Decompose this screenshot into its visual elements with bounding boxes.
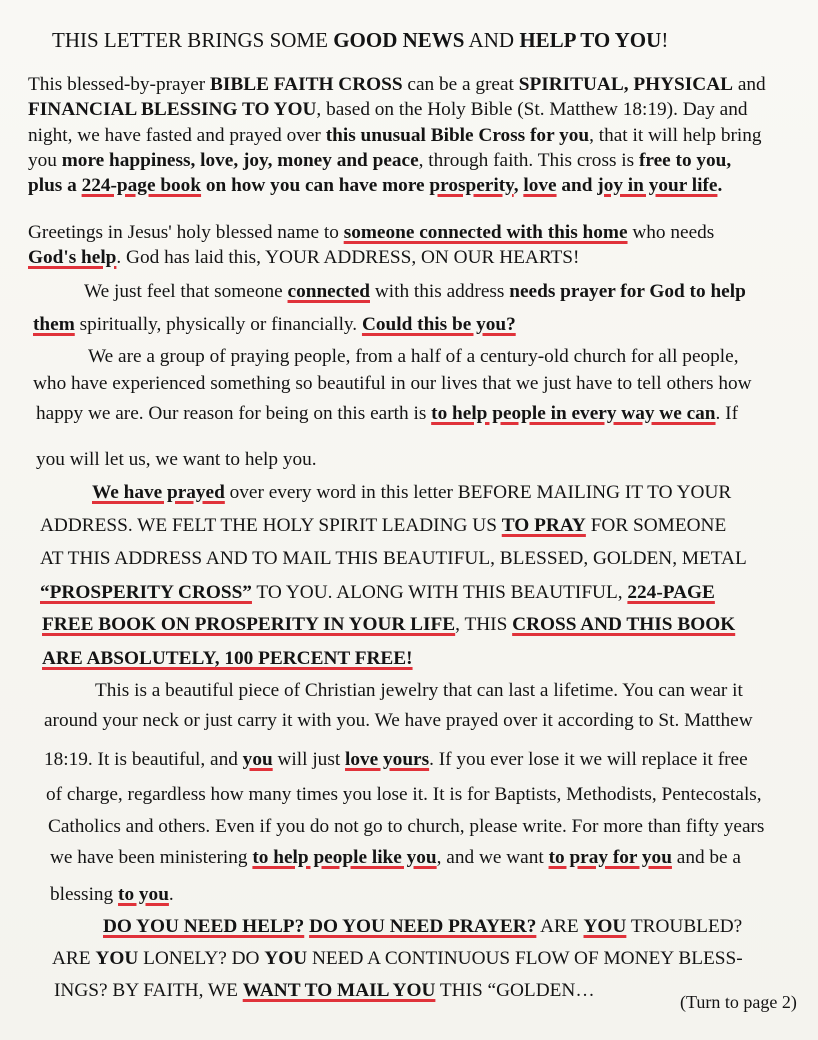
paragraph-6-line-4: of charge, regardless how many times you lose it. It is for Baptists, Methodists, Pentecostals, (46, 784, 762, 805)
paragraph-4-line-4: you will let us, we want to help you. (36, 449, 317, 470)
paragraph-1-line-5: plus a 224-page book on how you can have more prosperity, love and joy in your life. (28, 175, 723, 196)
paragraph-7-line-1: DO YOU NEED HELP? DO YOU NEED PRAYER? ARE YOU TROUBLED? (103, 916, 743, 937)
paragraph-5-line-5: FREE BOOK ON PROSPERITY IN YOUR LIFE, THIS CROSS AND THIS BOOK (42, 614, 736, 635)
letter-title: THIS LETTER BRINGS SOME GOOD NEWS AND HELP TO YOU! (52, 28, 669, 52)
paragraph-1-line-3: night, we have fasted and prayed over this unusual Bible Cross for you, that it will help bring (28, 125, 762, 146)
paragraph-5-line-1: We have prayed over every word in this letter BEFORE MAILING IT TO YOUR (92, 482, 732, 503)
paragraph-2-line-2: God's help. God has laid this, YOUR ADDRESS, ON OUR HEARTS! (28, 247, 580, 268)
paragraph-5-line-3: AT THIS ADDRESS AND TO MAIL THIS BEAUTIFUL, BLESSED, GOLDEN, METAL (40, 548, 747, 569)
paragraph-6-line-1: This is a beautiful piece of Christian jewelry that can last a lifetime. You can wear it (95, 680, 743, 701)
paragraph-1-line-2: FINANCIAL BLESSING TO YOU, based on the Holy Bible (St. Matthew 18:19). Day and (28, 99, 748, 120)
paragraph-5-line-4: “PROSPERITY CROSS” TO YOU. ALONG WITH THIS BEAUTIFUL, 224-PAGE (40, 582, 715, 603)
paragraph-4-line-1: We are a group of praying people, from a half of a century-old church for all people, (88, 346, 739, 367)
paragraph-6-line-3: 18:19. It is beautiful, and you will just love yours. If you ever lose it we will replace it free (44, 749, 748, 770)
paragraph-1-line-4: you more happiness, love, joy, money and peace, through faith. This cross is free to you, (28, 150, 732, 171)
paragraph-6-line-2: around your neck or just carry it with you. We have prayed over it according to St. Matthew (44, 710, 753, 731)
paragraph-6-line-7: blessing to you. (50, 884, 174, 905)
paragraph-1-line-1: This blessed-by-prayer BIBLE FAITH CROSS can be a great SPIRITUAL, PHYSICAL and (28, 74, 766, 95)
paragraph-7-line-3: INGS? BY FAITH, WE WANT TO MAIL YOU THIS “GOLDEN… (54, 980, 595, 1001)
turn-page-note: (Turn to page 2) (680, 992, 797, 1012)
paragraph-4-line-2: who have experienced something so beautiful in our lives that we just have to tell others how (33, 373, 752, 394)
paragraph-4-line-3: happy we are. Our reason for being on this earth is to help people in every way we can. If (36, 403, 739, 424)
paragraph-5-line-6: ARE ABSOLUTELY, 100 PERCENT FREE! (42, 648, 413, 669)
paragraph-3-line-2: them spiritually, physically or financially. Could this be you? (33, 314, 516, 335)
paragraph-6-line-5: Catholics and others. Even if you do not go to church, please write. For more than fifty years (48, 816, 765, 837)
paragraph-6-line-6: we have been ministering to help people like you, and we want to pray for you and be a (50, 847, 741, 868)
paragraph-7-line-2: ARE YOU LONELY? DO YOU NEED A CONTINUOUS FLOW OF MONEY BLESS- (52, 948, 743, 969)
paragraph-5-line-2: ADDRESS. WE FELT THE HOLY SPIRIT LEADING US TO PRAY FOR SOMEONE (40, 515, 727, 536)
paragraph-2-line-1: Greetings in Jesus' holy blessed name to someone connected with this home who needs (28, 222, 715, 243)
paragraph-3-line-1: We just feel that someone connected with this address needs prayer for God to help (84, 281, 746, 302)
